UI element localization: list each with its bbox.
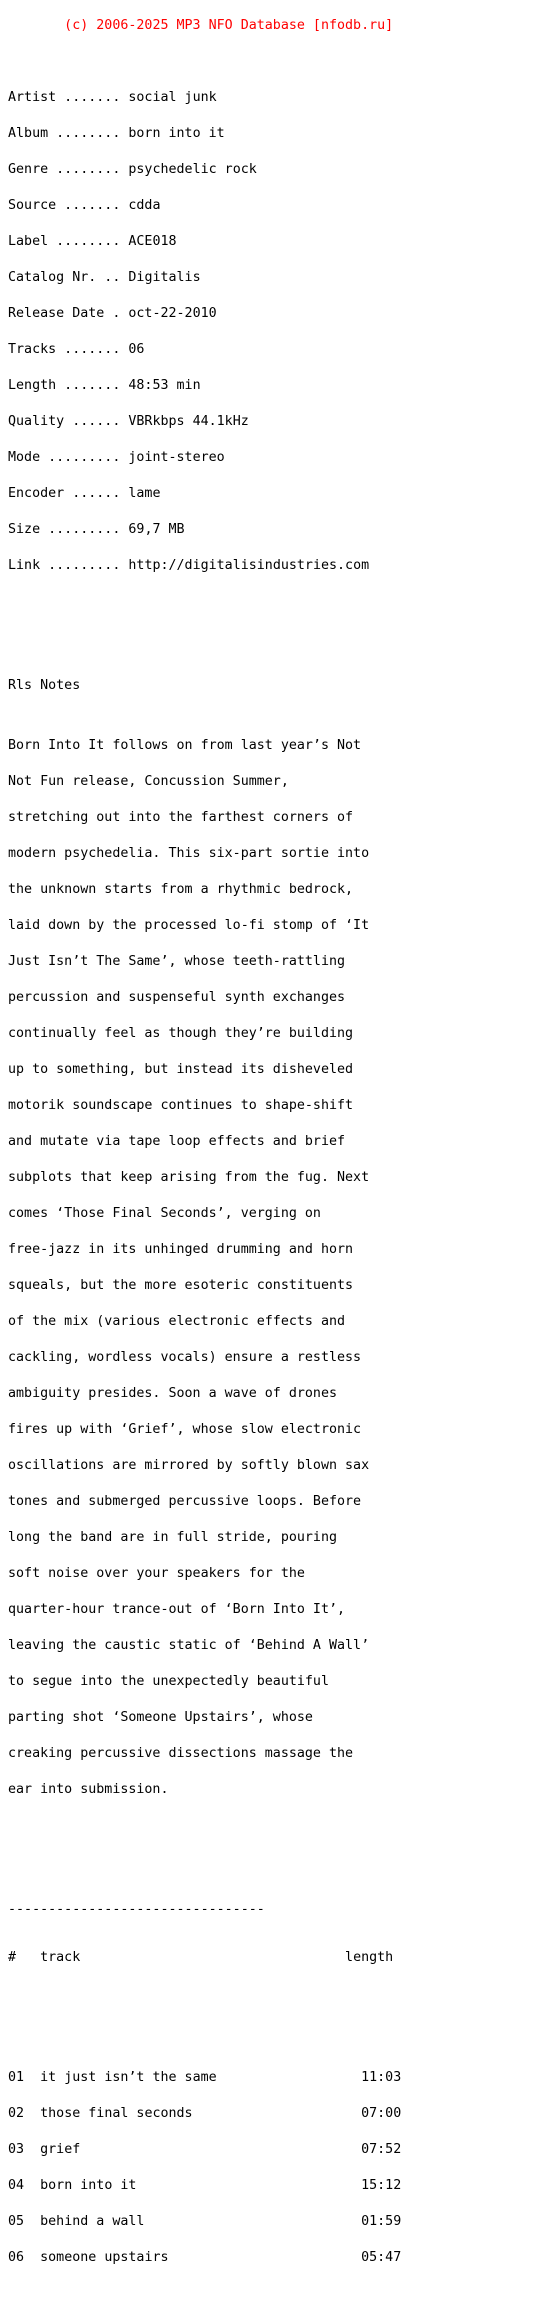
meta-value: 06 xyxy=(128,342,145,357)
header-track: track xyxy=(40,1950,81,1965)
track-num: 03 xyxy=(8,2142,25,2157)
notes-line: parting shot ‘Someone Upstairs’, whose xyxy=(8,1710,313,1725)
notes-line: motorik soundscape continues to shape-shift xyxy=(8,1098,354,1113)
track-title: grief xyxy=(40,2142,81,2157)
track-title: behind a wall xyxy=(40,2214,145,2229)
meta-key: Tracks xyxy=(8,342,57,357)
notes-line: subplots that keep arising from the fug. Next xyxy=(8,1170,370,1185)
track-length: 07:00 xyxy=(361,2106,402,2121)
meta-value: oct-22-2010 xyxy=(128,306,217,321)
meta-link-value: http://digitalisindustries.com xyxy=(128,558,370,573)
meta-dots: ........ xyxy=(48,162,129,177)
meta-dots: ......... xyxy=(40,450,129,465)
meta-dots: . xyxy=(104,306,129,321)
meta-key: Catalog Nr. xyxy=(8,270,97,285)
meta-value: psychedelic rock xyxy=(128,162,257,177)
track-length: 07:52 xyxy=(361,2142,402,2157)
meta-key: Genre xyxy=(8,162,49,177)
meta-key: Length xyxy=(8,378,57,393)
notes-line: leaving the caustic static of ‘Behind A Wall’ xyxy=(8,1638,370,1653)
notes-line: free-jazz in its unhinged drumming and horn xyxy=(8,1242,354,1257)
meta-value: ACE018 xyxy=(128,234,177,249)
track-title: born into it xyxy=(40,2178,137,2193)
notes-line: long the band are in full stride, pouring xyxy=(8,1530,337,1545)
notes-line: stretching out into the farthest corners of xyxy=(8,810,354,825)
header-num: # xyxy=(8,1950,17,1965)
notes-line: Just Isn’t The Same’, whose teeth-rattling xyxy=(8,954,346,969)
meta-value: born into it xyxy=(128,126,225,141)
meta-key: Mode xyxy=(8,450,41,465)
meta-dots: ......... xyxy=(40,558,129,573)
meta-key: Artist xyxy=(8,90,57,105)
blank-line xyxy=(8,2000,548,2012)
track-length: 05:47 xyxy=(361,2250,402,2265)
meta-dots: ...... xyxy=(64,414,129,429)
notes-line: fires up with ‘Grief’, whose slow electronic xyxy=(8,1422,362,1437)
meta-catalog xyxy=(8,272,548,284)
track-row xyxy=(8,2072,548,2084)
meta-value: social junk xyxy=(128,90,217,105)
meta-dots: ........ xyxy=(48,234,129,249)
nfo-document xyxy=(8,0,548,2300)
header-length: length xyxy=(345,1950,394,1965)
notes-line: modern psychedelia. This six-part sortie into xyxy=(8,846,370,861)
track-row xyxy=(8,2216,548,2228)
meta-key: Encoder xyxy=(8,486,65,501)
track-row xyxy=(8,2108,548,2120)
notes-line: up to something, but instead its disheveled xyxy=(8,1062,354,1077)
tracklist-header xyxy=(8,1952,548,1964)
notes-line: Born Into It follows on from last year’s Not xyxy=(8,738,362,753)
meta-label xyxy=(8,236,548,248)
track-length: 01:59 xyxy=(361,2214,402,2229)
meta-key: Quality xyxy=(8,414,65,429)
notes-line: ear into submission. xyxy=(8,1782,169,1797)
track-length: 11:03 xyxy=(361,2070,402,2085)
meta-key: Source xyxy=(8,198,57,213)
notes-line: creaking percussive dissections massage the xyxy=(8,1746,354,1761)
track-length: 15:12 xyxy=(361,2178,402,2193)
notes-line: oscillations are mirrored by softly blown sax xyxy=(8,1458,370,1473)
meta-artist xyxy=(8,92,548,104)
notes-heading: Rls Notes xyxy=(8,678,81,693)
meta-release-date xyxy=(8,308,548,320)
meta-length xyxy=(8,380,548,392)
meta-encoder xyxy=(8,488,548,500)
notes-line: squeals, but the more esoteric constituents xyxy=(8,1278,354,1293)
meta-mode xyxy=(8,452,548,464)
meta-value: cdda xyxy=(128,198,161,213)
track-num: 01 xyxy=(8,2070,25,2085)
meta-value: joint-stereo xyxy=(128,450,225,465)
track-row xyxy=(8,2252,548,2264)
track-num: 02 xyxy=(8,2106,25,2121)
notes-body xyxy=(8,716,548,1820)
meta-tracks xyxy=(8,344,548,356)
meta-dots: .. xyxy=(96,270,129,285)
meta-value: 48:53 min xyxy=(128,378,201,393)
meta-key: Label xyxy=(8,234,49,249)
meta-genre xyxy=(8,164,548,176)
notes-line: of the mix (various electronic effects and xyxy=(8,1314,346,1329)
track-num: 04 xyxy=(8,2178,25,2193)
meta-value: lame xyxy=(128,486,161,501)
notes-line: comes ‘Those Final Seconds’, verging on xyxy=(8,1206,321,1221)
meta-key: Size xyxy=(8,522,41,537)
meta-dots: ....... xyxy=(56,378,129,393)
notes-line: cackling, wordless vocals) ensure a restless xyxy=(8,1350,362,1365)
meta-key: Album xyxy=(8,126,49,141)
separator-line: -------------------------------- xyxy=(8,1902,265,1917)
meta-dots: ....... xyxy=(56,198,129,213)
tracklist xyxy=(8,2048,548,2288)
meta-dots: ........ xyxy=(48,126,129,141)
notes-line: ambiguity presides. Soon a wave of drones xyxy=(8,1386,337,1401)
notes-line: percussion and suspenseful synth exchanges xyxy=(8,990,346,1005)
track-num: 06 xyxy=(8,2250,25,2265)
track-num: 05 xyxy=(8,2214,25,2229)
banner-text: (c) 2006-2025 MP3 NFO Database [nfodb.ru] xyxy=(64,18,394,33)
track-title: someone upstairs xyxy=(40,2250,169,2265)
notes-line: tones and submerged percussive loops. Before xyxy=(8,1494,362,1509)
meta-value: Digitalis xyxy=(128,270,201,285)
notes-line: quarter-hour trance-out of ‘Born Into It’, xyxy=(8,1602,346,1617)
meta-album xyxy=(8,128,548,140)
notes-line: and mutate via tape loop effects and brief xyxy=(8,1134,346,1149)
blank-line xyxy=(8,632,548,644)
meta-block xyxy=(8,68,548,596)
notes-line: laid down by the processed lo-fi stomp of ‘It xyxy=(8,918,370,933)
track-title: it just isn’t the same xyxy=(40,2070,217,2085)
track-row xyxy=(8,2180,548,2192)
blank-line xyxy=(8,1856,548,1868)
track-title: those final seconds xyxy=(40,2106,193,2121)
meta-dots: ......... xyxy=(40,522,129,537)
meta-value: 69,7 MB xyxy=(128,522,185,537)
meta-key: Release Date xyxy=(8,306,105,321)
meta-dots: ....... xyxy=(56,90,129,105)
meta-value: VBRkbps 44.1kHz xyxy=(128,414,249,429)
meta-dots: ...... xyxy=(64,486,129,501)
meta-key: Link xyxy=(8,558,41,573)
meta-link xyxy=(8,560,548,572)
banner-copyright xyxy=(8,20,548,32)
notes-line: soft noise over your speakers for the xyxy=(8,1566,305,1581)
notes-line: continually feel as though they’re building xyxy=(8,1026,354,1041)
meta-size xyxy=(8,524,548,536)
notes-line: the unknown starts from a rhythmic bedrock, xyxy=(8,882,354,897)
meta-quality xyxy=(8,416,548,428)
meta-source xyxy=(8,200,548,212)
meta-dots: ....... xyxy=(56,342,129,357)
track-row xyxy=(8,2144,548,2156)
notes-line: to segue into the unexpectedly beautiful xyxy=(8,1674,329,1689)
notes-line: Not Fun release, Concussion Summer, xyxy=(8,774,289,789)
